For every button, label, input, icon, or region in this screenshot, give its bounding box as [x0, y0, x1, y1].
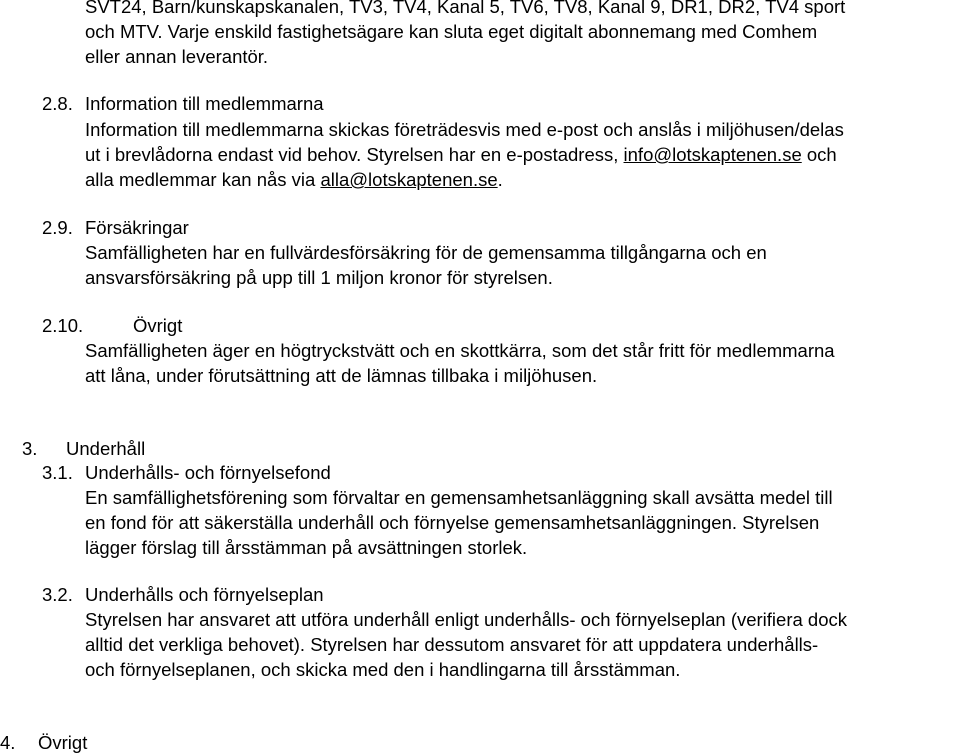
section-2-9-number: 2.9. [42, 217, 73, 238]
section-3-number: 3. [22, 438, 38, 459]
section-2-8-heading: Information till medlemmarna [85, 93, 324, 114]
section-2-8-line-3 [85, 168, 503, 192]
intro-line-2: och MTV. Varje enskild fastighetsägare kan sluta eget digitalt abonnemang med Comhem [85, 21, 818, 42]
section-3-heading: Underhåll [66, 438, 146, 459]
section-2-8-line-2 [85, 143, 837, 167]
section-3-1-number: 3.1. [42, 462, 73, 483]
section-2-8-line-3-after: . [497, 169, 503, 190]
intro-line-1: SVT24, Barn/kunskapskanalen, TV3, TV4, Kanal 5, TV6, TV8, Kanal 9, DR1, DR2, TV4 sport [85, 0, 846, 17]
section-2-8-line-2-text: ut i brevlådorna endast vid behov. Styrelsen har en e-postadress, [85, 144, 619, 165]
section-3-2-line-2: alltid det verkliga behovet). Styrelsen har dessutom ansvaret för att uppdatera underhålls- [85, 634, 819, 655]
section-2-10-line-2: att låna, under förutsättning att de lämnas tillbaka i miljöhusen. [85, 365, 598, 386]
section-3-2-line-1: Styrelsen har ansvaret att utföra underhåll enligt underhålls- och förnyelseplan (verifiera dock [85, 609, 847, 630]
section-4-number: 4. [0, 732, 16, 753]
intro-line-3: eller annan leverantör. [85, 46, 269, 67]
section-2-8-number: 2.8. [42, 93, 73, 114]
section-3-1-line-1: En samfällighetsförening som förvaltar en gemensamhetsanläggning skall avsätta medel till [85, 487, 833, 508]
section-2-10-heading: Övrigt [133, 315, 183, 336]
section-2-8-line-2-after: och [806, 144, 837, 165]
section-3-1-line-2: en fond för att säkerställa underhåll och förnyelse gemensamhetsanläggningen. Styrelsen [85, 512, 820, 533]
section-3-2-heading: Underhålls och förnyelseplan [85, 584, 324, 605]
section-2-9-line-1: Samfälligheten har en fullvärdesförsäkring för de gemensamma tillgångarna och en [85, 242, 767, 263]
section-2-9-line-2: ansvarsförsäkring på upp till 1 miljon kronor för styrelsen. [85, 267, 553, 288]
section-4-heading: Övrigt [38, 732, 88, 753]
section-3-1-heading: Underhålls- och förnyelsefond [85, 462, 331, 483]
alla-email-link[interactable]: alla@lotskaptenen.se [320, 169, 498, 190]
section-2-8-line-1: Information till medlemmarna skickas företrädesvis med e-post och anslås i miljöhusen/delas [85, 119, 844, 140]
section-2-8-line-3-text: alla medlemmar kan nås via [85, 169, 316, 190]
section-3-1-line-3: lägger förslag till årsstämman på avsättningen storlek. [85, 537, 528, 558]
section-3-2-line-3: och förnyelseplanen, och skicka med den i handlingarna till årsstämman. [85, 659, 681, 680]
section-2-9-heading: Försäkringar [85, 217, 189, 238]
section-3-2-number: 3.2. [42, 584, 73, 605]
info-email-link[interactable]: info@lotskaptenen.se [623, 144, 802, 165]
section-2-10-line-1: Samfälligheten äger en högtryckstvätt och en skottkärra, som det står fritt för medlemmarna [85, 340, 835, 361]
section-2-10-number: 2.10. [42, 315, 84, 336]
